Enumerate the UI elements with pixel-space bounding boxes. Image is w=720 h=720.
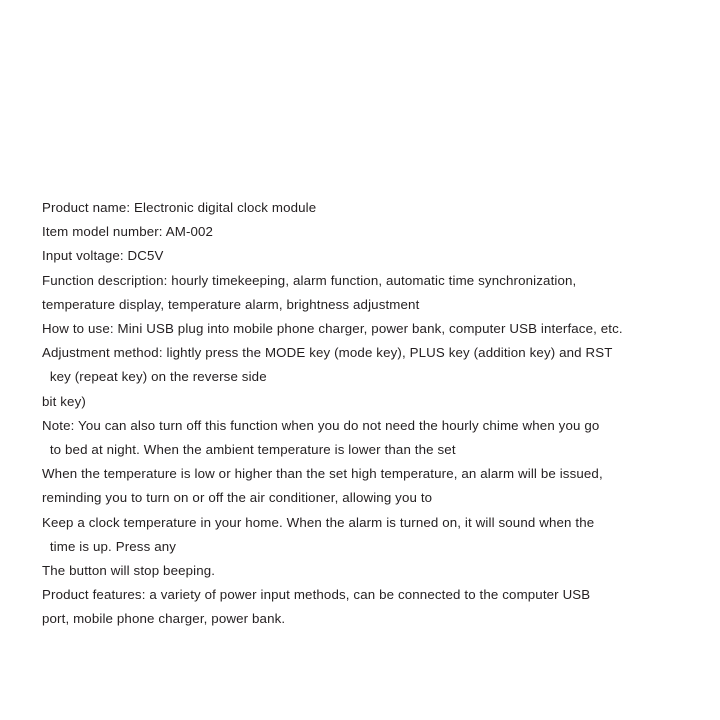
spec-line-how-to-use: How to use: Mini USB plug into mobile phone charger, power bank, computer USB interface, etc. (42, 321, 623, 337)
spec-line-clock-temperature-2: time is up. Press any (46, 538, 177, 554)
spec-line-product-features-1: Product features: a variety of power input methods, can be connected to the computer USB (42, 587, 591, 603)
spec-line-function-description-1: Function description: hourly timekeeping, alarm function, automatic time synchronization, (42, 272, 577, 288)
spec-line-product-name: Product name: Electronic digital clock module (42, 200, 317, 215)
spec-line-adjustment-method-2: key (repeat key) on the reverse side (46, 369, 267, 385)
spec-line-note-1: Note: You can also turn off this function when you do not need the hourly chime when you go (42, 417, 600, 433)
spec-line-function-description-2: temperature display, temperature alarm, brightness adjustment (42, 296, 420, 312)
spec-line-clock-temperature-1: Keep a clock temperature in your home. When the alarm is turned on, it will sound when the (42, 514, 595, 530)
spec-line-note-2: to bed at night. When the ambient temperature is lower than the set (46, 442, 456, 458)
spec-line-adjustment-method-1: Adjustment method: lightly press the MODE key (mode key), PLUS key (addition key) and RST (42, 345, 613, 361)
product-specification-text (42, 196, 690, 632)
spec-line-bit-key: bit key) (42, 393, 86, 409)
spec-line-temperature-alarm-1: When the temperature is low or higher than the set high temperature, an alarm will be issued, (42, 466, 603, 482)
spec-line-input-voltage: Input voltage: DC5V (42, 248, 164, 264)
spec-line-temperature-alarm-2: reminding you to turn on or off the air conditioner, allowing you to (42, 490, 433, 506)
spec-line-stop-beeping: The button will stop beeping. (42, 563, 216, 579)
spec-line-item-model-number: Item model number: AM-002 (42, 224, 214, 240)
spec-line-product-features-2: port, mobile phone charger, power bank. (42, 611, 286, 627)
